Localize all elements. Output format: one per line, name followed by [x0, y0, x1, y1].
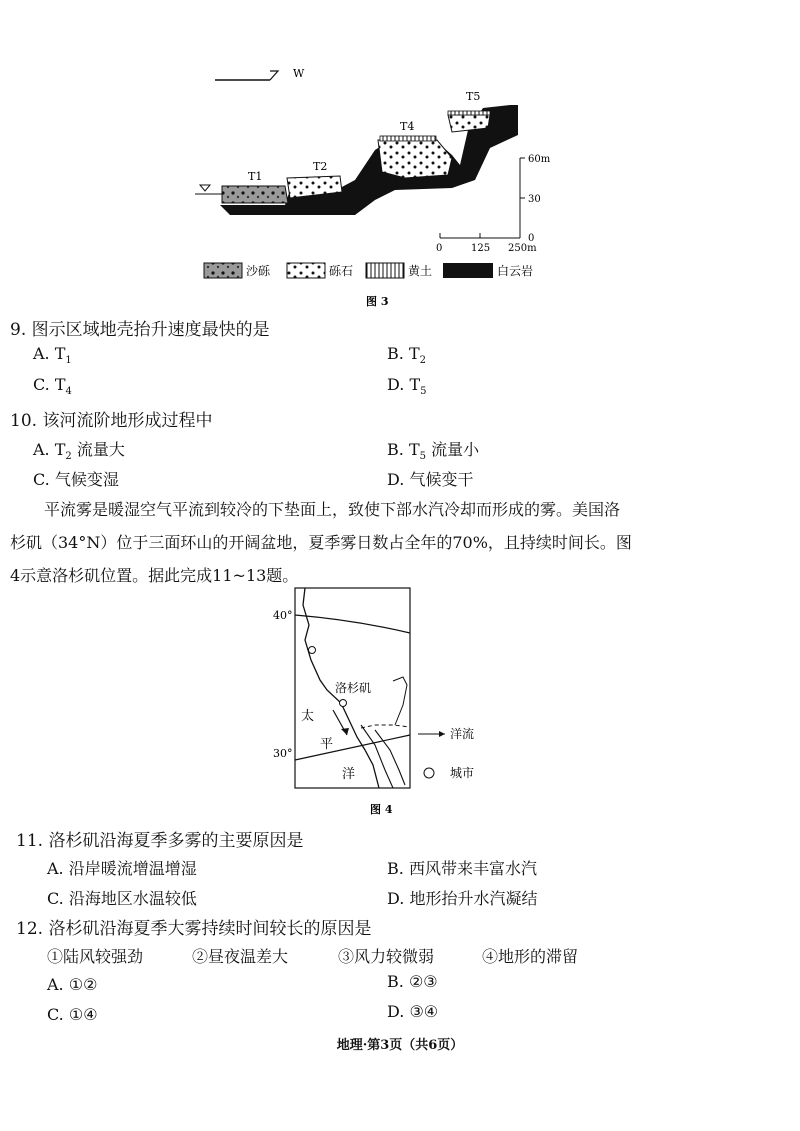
- ocean-char-3: 洋: [342, 767, 356, 782]
- y-tick-0: 0: [528, 233, 535, 244]
- q10-option-a[interactable]: A. $T_2$ 流量大: [33, 440, 125, 463]
- legend-city-marker: [424, 768, 434, 778]
- label-t5: T5: [466, 90, 481, 103]
- x-tick-125: 125: [471, 243, 491, 254]
- x-tick-250: 250m: [508, 243, 537, 254]
- lat-label-40: 40°: [273, 609, 293, 622]
- water-level: [195, 185, 222, 194]
- passage-line-1: 平流雾是暖湿空气平流到较冷的下垫面上，致使下部水汽冷却而形成的雾。美国洛: [44, 500, 621, 519]
- border-line: [361, 725, 410, 728]
- q9-option-a[interactable]: A. $T_1$: [33, 344, 72, 367]
- q12-item-2: ②昼夜温差大: [192, 947, 289, 966]
- page-footer: 地理·第3页（共6页）: [336, 1038, 464, 1053]
- q12-option-d[interactable]: D. ③④: [387, 1002, 439, 1021]
- figure-4: [265, 585, 505, 820]
- terrace-t4-deposit: [378, 140, 452, 178]
- direction-label: W: [293, 67, 305, 80]
- legend-current-arrowhead: [439, 731, 445, 737]
- los-angeles-map: [265, 585, 505, 820]
- passage-line-2: 杉矶（34°N）位于三面环山的开阔盆地，夏季雾日数占全年的70%，且持续时间长。图: [10, 533, 632, 552]
- city-marker-la: [340, 700, 347, 707]
- q10-option-b[interactable]: B. $T_5$ 流量小: [387, 440, 480, 463]
- label-t4: T4: [400, 120, 415, 133]
- q11-option-d[interactable]: D. 地形抬升水汽凝结: [387, 889, 538, 908]
- question-12-stem: 12. 洛杉矶沿海夏季大雾持续时间较长的原因是: [16, 919, 372, 939]
- q11-option-c[interactable]: C. 沿海地区水温较低: [47, 889, 197, 908]
- figure-3: [190, 60, 550, 320]
- la-label: 洛杉矶: [335, 681, 372, 695]
- q9-option-b[interactable]: B. $T_2$: [387, 344, 426, 367]
- ocean-current-arrowhead: [341, 728, 349, 735]
- q10-option-d[interactable]: D. 气候变干: [387, 470, 474, 489]
- x-tick-0: 0: [436, 243, 443, 254]
- question-9-stem: 9. 图示区域地壳抬升速度最快的是: [10, 320, 270, 340]
- passage-line-3: 4示意洛杉矶位置。据此完成11~13题。: [10, 566, 299, 585]
- legend-dolomite: 白云岩: [497, 264, 534, 278]
- q11-option-b[interactable]: B. 西风带来丰富水汽: [387, 859, 537, 878]
- q12-option-c[interactable]: C. ①④: [47, 1005, 98, 1024]
- figure3-caption: 图 3: [366, 295, 389, 308]
- figure3-legend: [204, 263, 533, 278]
- lat-label-30: 30°: [273, 747, 293, 760]
- question-10-stem: 10. 该河流阶地形成过程中: [10, 411, 213, 431]
- q9-option-c[interactable]: C. $T_4$: [33, 375, 72, 398]
- legend-sand: 沙砾: [246, 264, 271, 278]
- q12-option-b[interactable]: B. ②③: [387, 972, 438, 991]
- q12-item-4: ④地形的滞留: [482, 947, 579, 966]
- legend-city-label: 城市: [450, 766, 475, 780]
- y-tick-60: 60m: [528, 154, 550, 165]
- legend-current-label: 洋流: [450, 727, 475, 741]
- q12-item-3: ③风力较微弱: [338, 947, 435, 966]
- label-t1: T1: [248, 170, 263, 183]
- ocean-char-1: 太: [301, 709, 315, 724]
- west-arrow: [215, 67, 305, 80]
- figure4-caption: 图 4: [370, 803, 393, 816]
- terrace-cross-section: [190, 60, 550, 320]
- label-t2: T2: [313, 160, 328, 173]
- legend-gravel: 砾石: [329, 264, 354, 278]
- q9-option-d[interactable]: D. $T_5$: [387, 375, 427, 398]
- q10-option-c[interactable]: C. 气候变湿: [33, 470, 119, 489]
- y-tick-30: 30: [528, 194, 541, 205]
- state-line: [393, 677, 407, 725]
- city-marker-north: [309, 647, 316, 654]
- q12-option-a[interactable]: A. ①②: [47, 975, 98, 994]
- q12-item-1: ①陆风较强劲: [47, 947, 144, 966]
- legend-loess: 黄土: [408, 264, 433, 278]
- question-11-stem: 11. 洛杉矶沿海夏季多雾的主要原因是: [16, 831, 304, 851]
- ocean-char-2: 平: [320, 737, 334, 752]
- latitude-40: [295, 615, 410, 633]
- terrace-t4-loess: [380, 136, 436, 141]
- q11-option-a[interactable]: A. 沿岸暖流增温增湿: [47, 859, 197, 878]
- terrace-t5-loess: [448, 111, 490, 115]
- terrace-t1-deposit: [222, 186, 288, 203]
